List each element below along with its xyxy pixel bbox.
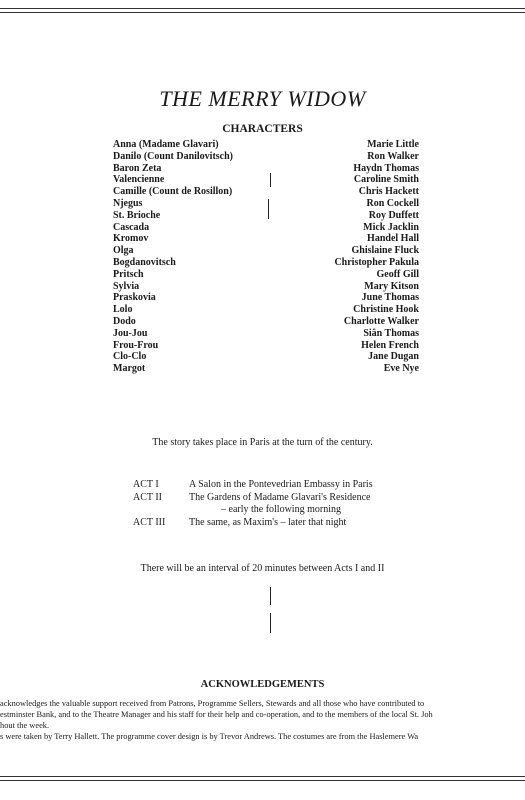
pen-mark [268, 199, 269, 219]
actor-name: Caroline Smith [353, 174, 419, 186]
actor-name: Roy Duffett [368, 209, 419, 221]
act-number: ACT III [133, 516, 166, 528]
bottom-border-rule [0, 776, 525, 777]
act-number: ACT II [133, 491, 162, 503]
character-name: Valencienne [113, 174, 165, 186]
character-name: Olga [113, 245, 134, 257]
character-name: Praskovia [113, 292, 156, 304]
character-name: Frou-Frou [113, 339, 159, 351]
bottom-border-rule-inner [0, 780, 525, 781]
actor-name: Christine Hook [353, 304, 419, 316]
acknowledgements-line: estminster Bank, and to the Theatre Manager and his staff for their help and co-operation, and to the members of the local St. Joh [0, 710, 433, 719]
actor-name: Ron Cockell [366, 197, 419, 209]
character-name: Clo-Clo [113, 351, 147, 363]
actor-name: Marie Little [367, 139, 419, 150]
cast-row [113, 316, 419, 328]
act-description: The Gardens of Madame Glavari's Residence [189, 491, 371, 503]
character-name: Anna (Madame Glavari) [113, 139, 219, 150]
act-number: ACT I [133, 479, 159, 490]
actor-name: Haydn Thomas [353, 162, 419, 174]
actor-name: Siân Thomas [363, 327, 419, 339]
character-name: Baron Zeta [113, 162, 162, 174]
pen-mark [270, 587, 271, 605]
acknowledgements-line: acknowledges the valuable support received from Patrons, Programme Sellers, Stewards and all those who have contributed to [0, 699, 425, 708]
cast-row [113, 139, 419, 151]
character-name: Kromov [113, 233, 149, 245]
acts-list [133, 479, 373, 529]
cast-row [113, 351, 419, 363]
character-name: Njegus [113, 197, 143, 209]
character-name: Pritsch [113, 268, 144, 280]
actor-name: Jane Dugan [368, 351, 419, 363]
page-title: THE MERRY WIDOW [159, 86, 366, 111]
cast-row [113, 363, 419, 375]
act-description: The same, as Maxim's – later that night [189, 516, 347, 528]
character-name: Danilo (Count Danilovitsch) [113, 150, 234, 162]
actor-name: Mick Jacklin [363, 221, 419, 233]
act-row [133, 479, 373, 492]
cast-row [113, 198, 419, 210]
actor-name: Geoff Gill [376, 268, 419, 280]
character-name: St. Brioche [113, 209, 161, 221]
actor-name: Mary Kitson [364, 280, 419, 292]
act-row [133, 517, 373, 530]
actor-name: Helen French [361, 339, 419, 351]
character-name: Bogdanovitsch [113, 256, 176, 268]
act-description-continuation: – early the following morning [221, 504, 341, 516]
cast-row [113, 328, 419, 340]
actor-name: June Thomas [361, 292, 419, 304]
character-name: Jou-Jou [113, 327, 148, 339]
acknowledgements-line: s were taken by Terry Hallett. The programme cover design is by Trevor Andrews. The costumes are from the Haslemere Wa [0, 732, 419, 741]
cast-row [113, 340, 419, 352]
cast-row [113, 269, 419, 281]
cast-row [113, 304, 419, 316]
act-description: A Salon in the Pontevedrian Embassy in Paris [189, 479, 373, 490]
cast-row [113, 222, 419, 234]
character-name: Dodo [113, 315, 136, 327]
acknowledgements-heading: ACKNOWLEDGEMENTS [200, 679, 325, 690]
character-name: Sylvia [113, 280, 140, 292]
pen-mark [270, 613, 271, 633]
actor-name: Eve Nye [383, 363, 419, 375]
cast-row [113, 186, 419, 198]
act-row-continuation [133, 504, 373, 517]
acknowledgements-body [0, 698, 525, 742]
actor-name: Christopher Pakula [334, 256, 419, 268]
actor-name: Chris Hackett [358, 186, 419, 198]
cast-row [113, 281, 419, 293]
pen-mark [270, 173, 271, 187]
actor-name: Ron Walker [367, 150, 419, 162]
cast-row [113, 257, 419, 269]
acknowledgements-line: hout the week. [0, 721, 50, 730]
character-name: Cascada [113, 221, 150, 233]
cast-row [113, 245, 419, 257]
act-row [133, 492, 373, 505]
actor-name: Handel Hall [367, 233, 419, 245]
actor-name: Charlotte Walker [343, 315, 419, 327]
cast-row [113, 292, 419, 304]
cast-row [113, 210, 419, 222]
cast-row [113, 233, 419, 245]
actor-name: Ghislaine Fluck [351, 245, 419, 257]
cast-row [113, 174, 419, 186]
characters-heading: CHARACTERS [222, 123, 303, 135]
cast-list [113, 139, 419, 375]
top-border-rule-inner [0, 12, 525, 13]
interval-text: There will be an interval of 20 minutes between Acts I and II [140, 563, 385, 574]
character-name: Margot [113, 363, 146, 375]
character-name: Camille (Count de Rosillon) [113, 186, 233, 198]
cast-row [113, 151, 419, 163]
setting-text: The story takes place in Paris at the turn of the century. [152, 437, 373, 448]
character-name: Lolo [113, 304, 133, 316]
cast-row [113, 163, 419, 175]
top-border-rule [0, 8, 525, 9]
